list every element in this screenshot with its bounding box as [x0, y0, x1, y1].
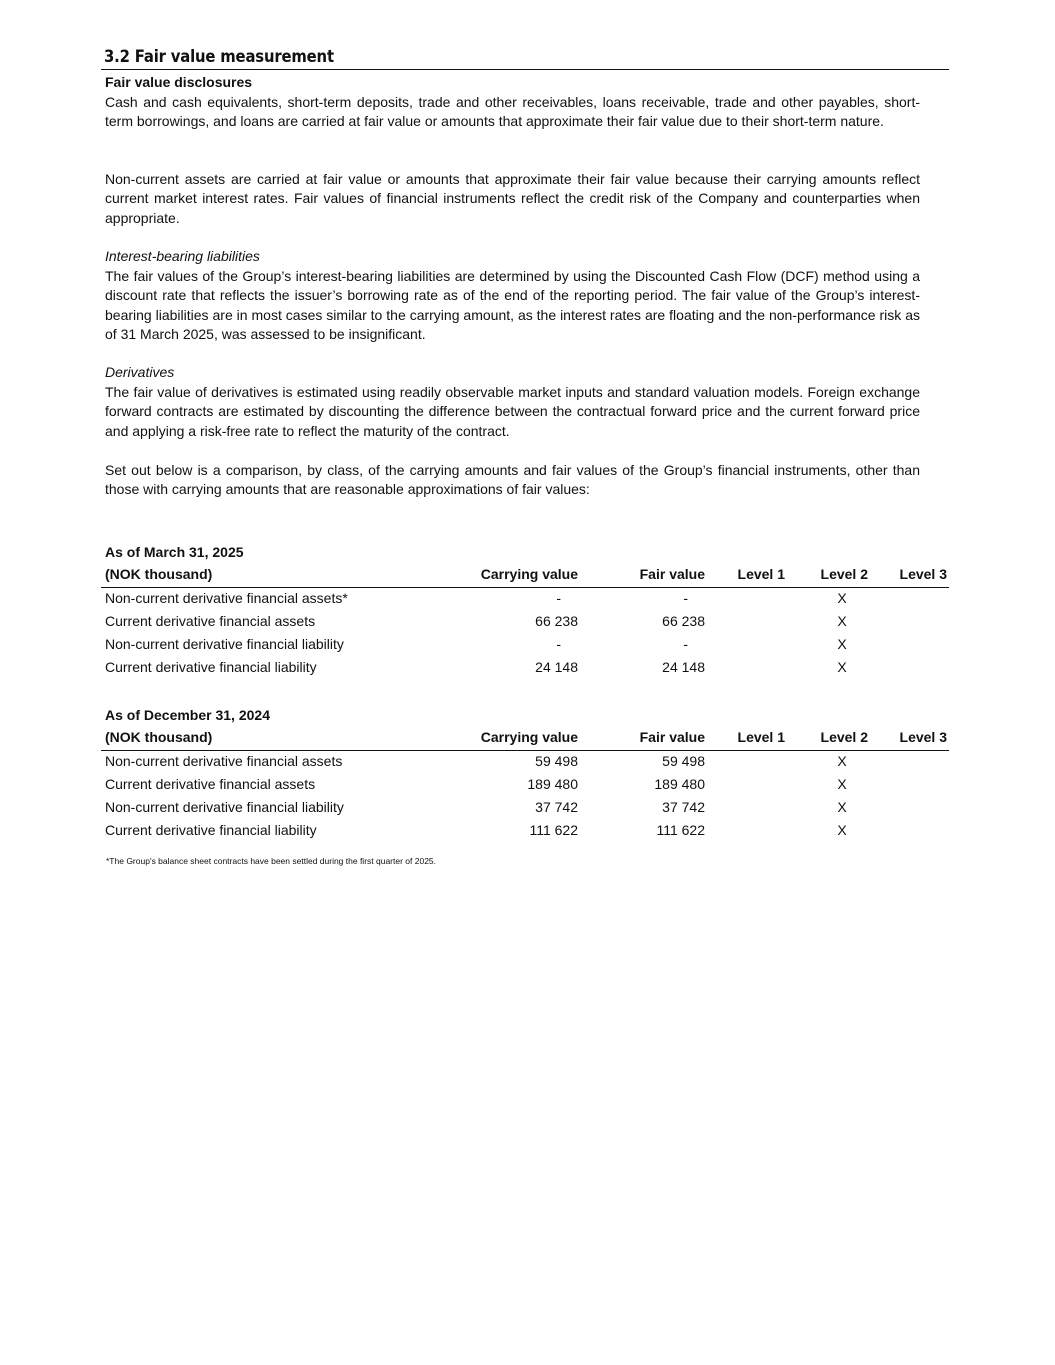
- fair-value: 37 742: [662, 799, 705, 815]
- carrying-value: 111 622: [529, 822, 578, 838]
- table-header-row: [101, 729, 949, 751]
- interest-bearing-heading: Interest-bearing liabilities: [105, 248, 260, 264]
- fair-value: -: [683, 636, 688, 652]
- carrying-value: -: [556, 590, 561, 606]
- header-unit: (NOK thousand): [105, 729, 213, 745]
- row-label: Non-current derivative financial assets*: [105, 590, 348, 606]
- row-label: Non-current derivative financial liability: [105, 799, 344, 815]
- carrying-value: 189 480: [527, 776, 578, 792]
- fair-value: 189 480: [654, 776, 705, 792]
- row-label: Non-current derivative financial assets: [105, 753, 343, 769]
- table-row: [101, 659, 949, 682]
- level-2-mark: X: [837, 613, 847, 629]
- level-2-mark: X: [837, 590, 847, 606]
- row-label: Non-current derivative financial liability: [105, 636, 344, 652]
- paragraph-interest-bearing: The fair values of the Group’s interest-bearing liabilities are determined by using the Discounted Cash Flow (DCF) method using a discount rate that reflects the issuer’s borrowing rate as of the end of the reporting period. The fair value of the Group’s interest-bearing liabilities are in most cases similar to the carrying amount, as the interest rates are floating and the non-performance risk as of 31 March 2025, was assessed to be insignificant.: [105, 268, 920, 342]
- level-2-mark: X: [837, 776, 847, 792]
- table-row: [101, 590, 949, 613]
- table-date: As of March 31, 2025: [105, 544, 244, 560]
- carrying-value: -: [556, 636, 561, 652]
- paragraph-derivatives: The fair value of derivatives is estimated using readily observable market inputs and standard valuation models. Foreign exchange forward contracts are estimated by discounting the difference between the contractual forward price and the current forward price and applying a risk-free rate to reflect the maturity of the contract.: [105, 384, 920, 439]
- level-2-mark: X: [837, 753, 847, 769]
- table-row: [101, 822, 949, 845]
- paragraph-comparison: Set out below is a comparison, by class, of the carrying amounts and fair values of the Group’s financial instruments, other than those with carrying amounts that are reasonable approximations of fair values:: [105, 462, 920, 498]
- paragraph-non-current-assets: Non-current assets are carried at fair value or amounts that approximate their fair value because their carrying amounts reflect current market interest rates. Fair values of financial instruments reflect the credit risk of the Company and counterparties when appropriate.: [105, 171, 920, 226]
- section-title: 3.2 Fair value measurement: [104, 47, 334, 66]
- carrying-value: 59 498: [535, 753, 578, 769]
- header-level-1: Level 1: [737, 729, 785, 745]
- header-fair-value: Fair value: [639, 566, 705, 582]
- carrying-value: 66 238: [535, 613, 578, 629]
- header-level-2: Level 2: [820, 566, 868, 582]
- title-divider: [101, 69, 949, 70]
- fair-value: 66 238: [662, 613, 705, 629]
- header-carrying-value: Carrying value: [480, 566, 578, 582]
- header-unit: (NOK thousand): [105, 566, 213, 582]
- fair-value: 59 498: [662, 753, 705, 769]
- header-level-1: Level 1: [737, 566, 785, 582]
- row-label: Current derivative financial liability: [105, 659, 317, 675]
- table-header-row: [101, 566, 949, 588]
- header-level-3: Level 3: [899, 566, 947, 582]
- table-date: As of December 31, 2024: [105, 707, 270, 723]
- fair-value: 24 148: [662, 659, 705, 675]
- paragraph-cash: Cash and cash equivalents, short-term deposits, trade and other receivables, loans receivable, trade and other payables, short-term borrowings, and loans are carried at fair value or amounts that approximate their fair value due to their short-term nature.: [105, 94, 920, 130]
- level-2-mark: X: [837, 799, 847, 815]
- fair-value: 111 622: [656, 822, 705, 838]
- level-2-mark: X: [837, 659, 847, 675]
- table-row: [101, 799, 949, 822]
- fair-value: -: [683, 590, 688, 606]
- row-label: Current derivative financial liability: [105, 822, 317, 838]
- footnote: *The Group's balance sheet contracts have been settled during the first quarter of 2025.: [106, 856, 437, 866]
- level-2-mark: X: [837, 822, 847, 838]
- header-carrying-value: Carrying value: [480, 729, 578, 745]
- subheading: Fair value disclosures: [105, 74, 253, 90]
- header-level-3: Level 3: [899, 729, 947, 745]
- header-fair-value: Fair value: [639, 729, 705, 745]
- carrying-value: 24 148: [535, 659, 578, 675]
- header-level-2: Level 2: [820, 729, 868, 745]
- table-row: [101, 776, 949, 799]
- derivatives-heading: Derivatives: [105, 364, 175, 380]
- table-row: [101, 613, 949, 636]
- level-2-mark: X: [837, 636, 847, 652]
- carrying-value: 37 742: [535, 799, 578, 815]
- table-row: [101, 753, 949, 776]
- row-label: Current derivative financial assets: [105, 776, 316, 792]
- table-row: [101, 636, 949, 659]
- row-label: Current derivative financial assets: [105, 613, 316, 629]
